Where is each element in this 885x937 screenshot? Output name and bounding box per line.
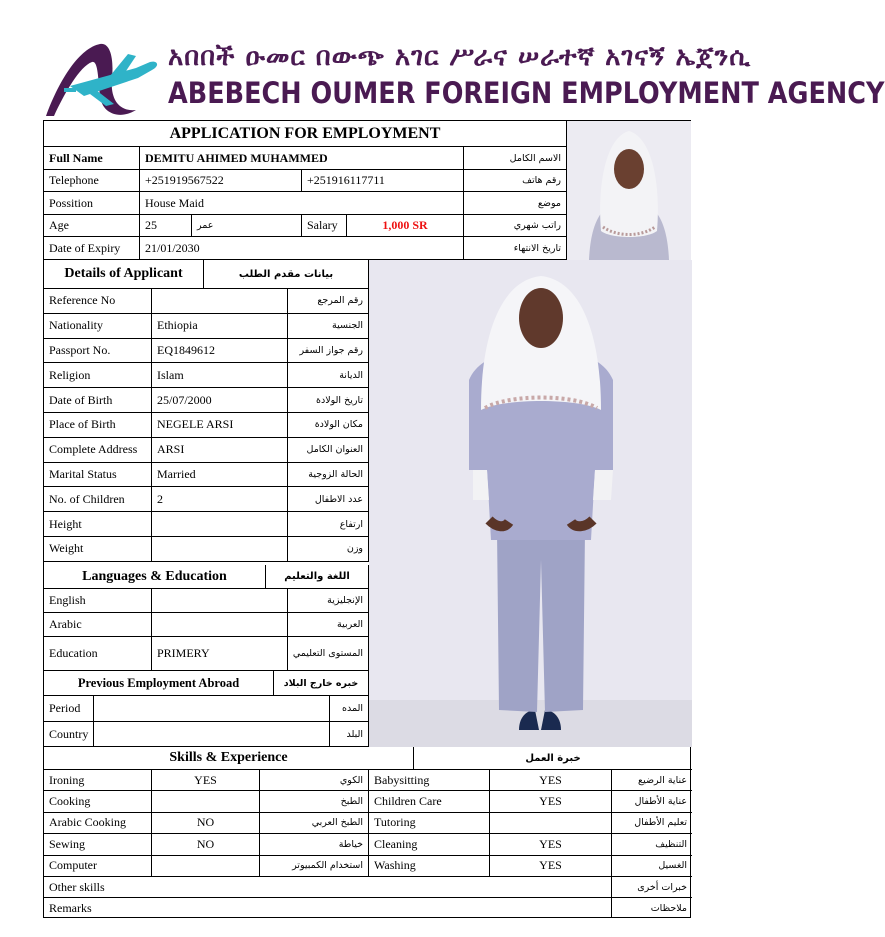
- skill-left-value: NO: [152, 834, 260, 855]
- details-row-value: [152, 537, 288, 562]
- telephone-label: Telephone: [44, 170, 140, 192]
- language-row-ar: الإنجليزية: [288, 589, 369, 613]
- details-row-value: ARSI: [152, 438, 288, 463]
- details-title-ar: بيانات مقدم الطلب: [204, 260, 369, 289]
- skill-right-ar: تعليم الأطفال: [612, 813, 692, 834]
- skill-left-ar: الكوي: [260, 770, 369, 791]
- skill-left-ar: الطبخ العربي: [260, 813, 369, 834]
- telephone-2: +251916117711: [302, 170, 464, 192]
- headshot-photo: [567, 121, 691, 260]
- previous-row-label: Period: [44, 696, 94, 722]
- skill-right-label: Children Care: [369, 791, 490, 812]
- details-row-value: [152, 289, 288, 314]
- language-row-ar: العربية: [288, 613, 369, 637]
- languages-title-ar: اللغة والتعليم: [266, 565, 369, 589]
- language-row-value: PRIMERY: [152, 637, 288, 671]
- skill-right-value: YES: [490, 770, 612, 791]
- skill-left-label: Ironing: [44, 770, 152, 791]
- other-skills-ar: خبرات أخرى: [612, 877, 692, 898]
- details-row-ar: الديانة: [288, 363, 369, 388]
- full-name-label: Full Name: [44, 147, 140, 170]
- previous-row-value: [94, 722, 330, 747]
- skill-left-ar: الطبخ: [260, 791, 369, 812]
- skill-right-ar: عناية الرضيع: [612, 770, 692, 791]
- previous-title-ar: خبره خارج البلاد: [274, 671, 369, 696]
- previous-row-label: Country: [44, 722, 94, 747]
- previous-title: Previous Employment Abroad: [44, 671, 274, 696]
- details-row-value: NEGELE ARSI: [152, 413, 288, 438]
- skill-left-value: YES: [152, 770, 260, 791]
- application-form: [43, 120, 691, 918]
- skill-left-label: Cooking: [44, 791, 152, 812]
- remarks-ar: ملاحظات: [650, 902, 687, 914]
- skills-title-ar: خبرة العمل: [414, 747, 692, 770]
- language-row-ar: المستوى التعليمي: [288, 637, 369, 671]
- position-value: House Maid: [140, 192, 464, 215]
- position-ar: موضع: [464, 192, 567, 215]
- skill-left-label: Sewing: [44, 834, 152, 855]
- details-row-ar: الحالة الزوجية: [288, 463, 369, 488]
- details-row-ar: ارتفاع: [288, 512, 369, 537]
- skill-right-ar: عناية الأطفال: [612, 791, 692, 812]
- full-name-ar: الاسم الكامل: [464, 147, 567, 170]
- skill-right-ar: التنظيف: [612, 834, 692, 855]
- details-row-value: 2: [152, 487, 288, 512]
- language-row-label: Arabic: [44, 613, 152, 637]
- details-row-value: EQ1849612: [152, 339, 288, 364]
- position-label: Possition: [44, 192, 140, 215]
- skill-right-label: Cleaning: [369, 834, 490, 855]
- language-row-value: [152, 589, 288, 613]
- remarks-label: Remarks: [44, 898, 612, 918]
- details-row-value: [152, 512, 288, 537]
- expiry-ar: تاريخ الانتهاء: [464, 237, 567, 260]
- skill-left-value: NO: [152, 813, 260, 834]
- skill-left-ar: استخدام الكمبيوتر: [260, 856, 369, 877]
- details-row-value: Married: [152, 463, 288, 488]
- details-row-ar: رقم جواز السفر: [288, 339, 369, 364]
- details-row-label: Weight: [44, 537, 152, 562]
- skill-right-label: Washing: [369, 856, 490, 877]
- details-row-value: Ethiopia: [152, 314, 288, 339]
- details-title: Details of Applicant: [44, 260, 204, 289]
- details-row-ar: رقم المرجع: [288, 289, 369, 314]
- previous-row-ar: المده: [330, 696, 369, 722]
- salary-label: Salary: [302, 215, 347, 237]
- salary-value: 1,000 SR: [347, 215, 464, 237]
- details-row-ar: عدد الاطفال: [288, 487, 369, 512]
- details-row-ar: الجنسية: [288, 314, 369, 339]
- skill-left-ar: خياطة: [260, 834, 369, 855]
- skill-right-value: [490, 813, 612, 834]
- skill-right-value: YES: [490, 834, 612, 855]
- details-row-label: Passport No.: [44, 339, 152, 364]
- details-row-ar: مكان الولادة: [288, 413, 369, 438]
- skill-right-label: Babysitting: [369, 770, 490, 791]
- previous-row-value: [94, 696, 330, 722]
- skill-right-label: Tutoring: [369, 813, 490, 834]
- language-row-value: [152, 613, 288, 637]
- details-row-label: Height: [44, 512, 152, 537]
- details-row-label: Marital Status: [44, 463, 152, 488]
- age-value: 25: [140, 215, 192, 237]
- skill-right-value: YES: [490, 856, 612, 877]
- airplane-logo-icon: [40, 38, 164, 122]
- details-row-ar: العنوان الكامل: [288, 438, 369, 463]
- form-title: APPLICATION FOR EMPLOYMENT: [44, 121, 567, 147]
- skill-left-value: [152, 791, 260, 812]
- details-row-label: Reference No: [44, 289, 152, 314]
- age-label: Age: [44, 215, 140, 237]
- other-skills-label: Other skills: [44, 877, 612, 898]
- details-row-value: 25/07/2000: [152, 388, 288, 413]
- agency-name: ABEBECH OUMER FOREIGN EMPLOYMENT AGENCY: [168, 76, 885, 110]
- telephone-ar: رقم هاتف: [464, 170, 567, 192]
- details-row-label: No. of Children: [44, 487, 152, 512]
- expiry-label: Date of Expiry: [44, 237, 140, 260]
- skills-title: Skills & Experience: [44, 747, 414, 770]
- details-row-label: Date of Birth: [44, 388, 152, 413]
- full-body-photo: [369, 260, 692, 747]
- languages-title: Languages & Education: [44, 565, 266, 589]
- details-row-label: Complete Address: [44, 438, 152, 463]
- skill-right-value: YES: [490, 791, 612, 812]
- details-row-label: Religion: [44, 363, 152, 388]
- telephone-1: +251919567522: [140, 170, 302, 192]
- details-row-ar: وزن: [288, 537, 369, 562]
- age-ar: عمر: [192, 215, 302, 237]
- skill-right-ar: الغسيل: [612, 856, 692, 877]
- full-name-value: DEMITU AHIMED MUHAMMED: [140, 147, 464, 170]
- agency-logo: [40, 38, 164, 122]
- skill-left-value: [152, 856, 260, 877]
- salary-ar: راتب شهري: [464, 215, 567, 237]
- details-row-value: Islam: [152, 363, 288, 388]
- details-row-ar: تاريخ الولادة: [288, 388, 369, 413]
- agency-name-amharic: አበበች ዑመር በውጭ አገር ሥራና ሠራተኛ አገናኝ ኤጀንሲ: [168, 42, 752, 72]
- language-row-label: Education: [44, 637, 152, 671]
- skill-left-label: Computer: [44, 856, 152, 877]
- details-row-label: Place of Birth: [44, 413, 152, 438]
- expiry-value: 21/01/2030: [140, 237, 464, 260]
- language-row-label: English: [44, 589, 152, 613]
- details-row-label: Nationality: [44, 314, 152, 339]
- skill-left-label: Arabic Cooking: [44, 813, 152, 834]
- previous-row-ar: البلد: [330, 722, 369, 747]
